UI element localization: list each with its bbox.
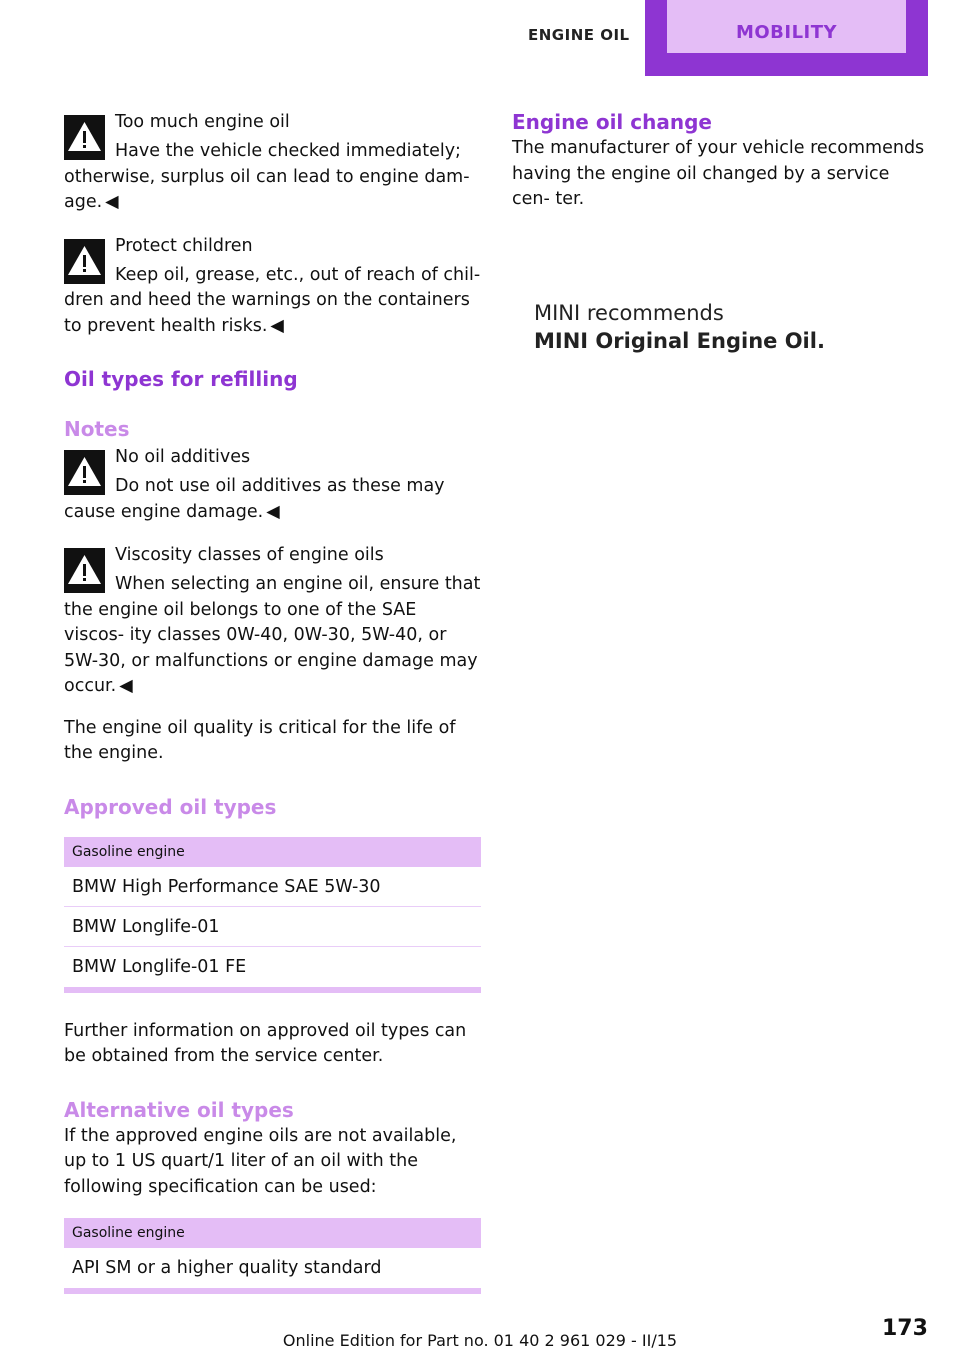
- approved-oil-table: [64, 837, 481, 993]
- warning-title: No oil additives: [115, 447, 251, 467]
- table-row: BMW Longlife-01 FE: [72, 956, 247, 977]
- further-info-paragraph: Further information on approved oil types can be obtained from the service center.: [64, 1020, 467, 1066]
- left-column: [64, 108, 481, 1320]
- page-number: 173: [882, 1316, 928, 1341]
- warning-triangle-icon: [64, 239, 105, 284]
- end-mark: ◀: [119, 676, 133, 696]
- oil-change-paragraph: The manufacturer of your vehicle recommends having the engine oil changed by a service cen‐ ter.: [512, 138, 925, 209]
- section-title: ENGINE OIL: [528, 26, 630, 44]
- table-row: BMW Longlife-01: [64, 907, 481, 947]
- table-footer-bar: [64, 1288, 481, 1294]
- banner-line-2: MINI Original Engine Oil.: [534, 328, 825, 353]
- quality-paragraph: The engine oil quality is critical for the life of the engine.: [64, 717, 456, 763]
- warning-no-additives: [64, 443, 481, 525]
- warning-triangle-icon: [64, 450, 105, 495]
- table-row: BMW High Performance SAE 5W-30: [64, 867, 481, 907]
- table-footer-bar: [64, 987, 481, 993]
- warning-title: Protect children: [115, 235, 253, 256]
- warning-triangle-icon: [64, 115, 105, 160]
- warning-text: Have the vehicle checked immediately; otherwise, surplus oil can lead to engine dam‐ age.: [64, 141, 470, 212]
- heading-alternative-oil-types: Alternative oil types: [64, 1097, 294, 1122]
- table-row: API SM or a higher quality standard: [72, 1258, 382, 1278]
- warning-triangle-icon: [64, 548, 105, 593]
- table-header: Gasoline engine: [64, 837, 481, 867]
- warning-viscosity: [64, 541, 481, 700]
- alternative-oil-table: [64, 1218, 481, 1294]
- mini-recommendation-banner: [534, 299, 930, 355]
- warning-text: When selecting an engine oil, ensure that the engine oil belongs to one of the SAE viscos‐ ity classes 0W-40, 0W-30, 5W-40, or 5W-30, or malfunctions or engine damage may occur.: [64, 574, 481, 696]
- warning-title: Viscosity classes of engine oils: [115, 545, 384, 565]
- chapter-tab: [645, 0, 928, 76]
- warning-protect-children: [64, 232, 481, 340]
- right-column: [512, 108, 930, 355]
- warning-text: Do not use oil additives as these may cause engine damage.: [64, 476, 445, 522]
- edition-footer: Online Edition for Part no. 01 40 2 961 029 - II/15: [282, 1331, 678, 1350]
- heading-oil-types: Oil types for refilling: [64, 367, 298, 391]
- end-mark: ◀: [266, 501, 280, 522]
- warning-title: Too much engine oil: [115, 112, 290, 132]
- table-header: Gasoline engine: [64, 1218, 481, 1248]
- heading-approved-oil-types: Approved oil types: [64, 794, 277, 819]
- chapter-tab-label: MOBILITY: [735, 22, 838, 43]
- heading-engine-oil-change: Engine oil change: [512, 110, 712, 134]
- banner-line-1: MINI recommends: [534, 300, 724, 325]
- chapter-tab-inner: [667, 0, 906, 53]
- warning-text: Keep oil, grease, etc., out of reach of chil‐ dren and heed the warnings on the containers to prevent health risks.: [64, 264, 481, 336]
- end-mark: ◀: [270, 315, 284, 336]
- heading-notes: Notes: [64, 417, 130, 441]
- alternative-paragraph: If the approved engine oils are not available, up to 1 US quart/1 liter of an oil with the following specification can be used:: [64, 1125, 457, 1197]
- warning-too-much-oil: [64, 108, 481, 216]
- end-mark: ◀: [105, 192, 119, 212]
